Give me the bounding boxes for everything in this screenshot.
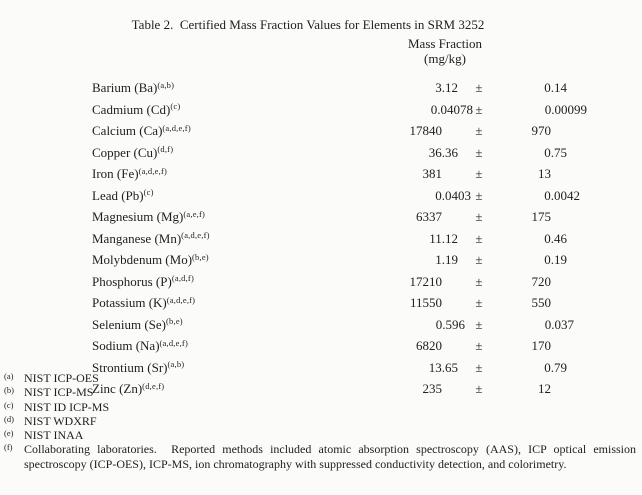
mass-fraction-value: 0.0403 xyxy=(435,187,471,203)
element-name-cell xyxy=(92,207,330,229)
table-body xyxy=(92,78,587,401)
element-name-cell xyxy=(92,143,330,165)
plus-minus-sign: ± xyxy=(475,80,483,95)
plus-minus-sign: ± xyxy=(475,295,483,310)
method-superscript: (a,d,e,f) xyxy=(162,122,191,133)
uncertainty-value: 720 xyxy=(531,273,551,289)
element-name: Iron (Fe) xyxy=(92,166,139,181)
plus-minus-sign: ± xyxy=(475,230,483,246)
footnote-marker: (f) xyxy=(4,442,13,453)
method-superscript: (c) xyxy=(170,101,181,111)
uncertainty-value: 0.14 xyxy=(544,80,567,95)
mass-fraction-value: 381 xyxy=(422,166,442,181)
uncertainty-value: 13 xyxy=(538,166,551,181)
table-row xyxy=(92,293,587,315)
footnote-marker: (c) xyxy=(4,399,14,410)
plus-minus-sign: ± xyxy=(475,359,483,375)
table-row xyxy=(92,229,587,251)
footnote-text: NIST INAA xyxy=(24,428,84,443)
mass-fraction-value: 1.19 xyxy=(435,252,458,267)
mass-fraction-value: 13.65 xyxy=(428,359,458,375)
footnote-e xyxy=(4,428,636,442)
element-name-cell xyxy=(92,336,330,358)
uncertainty-value: 550 xyxy=(531,295,551,310)
footnote-d xyxy=(4,414,636,428)
element-name-cell xyxy=(92,293,330,315)
plus-minus-sign: ± xyxy=(475,187,483,203)
footnote-marker: (b) xyxy=(4,385,14,396)
uncertainty-value: 0.46 xyxy=(544,230,567,246)
footnote-text: Collaborating laboratories. Reported methods included atomic absorption spectroscopy (AAS), ICP optical emission spectroscopy (ICP-OES), ICP-MS, ion chromatography with suppressed conductivity detection, and colorimetry. xyxy=(24,442,639,471)
element-name-cell xyxy=(92,121,330,143)
element-name-cell xyxy=(92,164,330,186)
table-row xyxy=(92,121,587,143)
mass-fraction-value: 0.596 xyxy=(435,316,465,332)
footnote-text: NIST ID ICP-MS xyxy=(24,399,110,414)
plus-minus-sign: ± xyxy=(475,273,483,289)
uncertainty-value: 970 xyxy=(531,123,551,138)
table-title: Table 2. Certified Mass Fraction Values for Elements in SRM 3252 xyxy=(131,17,485,32)
uncertainty-value: 175 xyxy=(531,209,551,224)
uncertainty-value: 0.75 xyxy=(544,144,567,160)
method-superscript: (c) xyxy=(143,187,154,197)
uncertainty-value: 0.00099 xyxy=(544,101,587,117)
footnotes-block xyxy=(4,371,639,471)
mass-fraction-value: 235 xyxy=(422,381,442,396)
certified-values-table xyxy=(92,78,587,401)
table-row xyxy=(92,100,587,122)
element-name: Potassium (K) xyxy=(92,295,167,310)
plus-minus-sign: ± xyxy=(475,144,483,160)
plus-minus-sign: ± xyxy=(475,316,483,332)
method-superscript: (a,b) xyxy=(167,359,185,369)
mass-fraction-value: 11.12 xyxy=(429,230,458,246)
uncertainty-value: 0.037 xyxy=(544,316,574,332)
element-name: Calcium (Ca) xyxy=(92,123,163,138)
method-superscript: (d,f) xyxy=(157,144,174,154)
element-name: Manganese (Mn) xyxy=(92,230,182,246)
element-name-cell xyxy=(92,100,330,122)
plus-minus-sign: ± xyxy=(475,166,483,181)
plus-minus-sign: ± xyxy=(475,209,483,224)
method-superscript: (d,e,f) xyxy=(142,380,165,391)
mass-fraction-value: 36.36 xyxy=(428,144,458,160)
element-name: Selenium (Se) xyxy=(92,316,167,332)
plus-minus-sign: ± xyxy=(475,101,483,117)
footnote-a xyxy=(4,371,636,385)
uncertainty-value: 0.79 xyxy=(544,359,567,375)
footnote-marker: (e) xyxy=(4,428,14,439)
method-superscript: (a,e,f) xyxy=(183,208,206,219)
plus-minus-sign: ± xyxy=(475,123,483,138)
plus-minus-sign: ± xyxy=(475,381,483,396)
mass-fraction-label: Mass Fraction xyxy=(407,36,483,51)
plus-minus-sign: ± xyxy=(475,338,483,353)
footnote-text: NIST ICP-OES xyxy=(24,371,99,385)
method-superscript: (b,e) xyxy=(192,251,209,262)
element-name: Zinc (Zn) xyxy=(92,381,143,396)
method-superscript: (a,d,e,f) xyxy=(138,165,168,176)
footnote-marker: (a) xyxy=(4,371,14,381)
uncertainty-value: 0.19 xyxy=(544,252,567,267)
element-name: Strontium (Sr) xyxy=(92,359,168,375)
footnote-c xyxy=(4,400,636,414)
element-name-cell xyxy=(92,78,330,100)
footnote-b xyxy=(4,385,636,399)
mass-fraction-value: 17840 xyxy=(409,123,442,138)
element-name: Copper (Cu) xyxy=(92,144,158,160)
element-name-cell xyxy=(92,229,330,251)
element-name: Magnesium (Mg) xyxy=(92,209,184,224)
mass-fraction-value: 3.12 xyxy=(435,80,458,95)
element-name: Molybdenum (Mo) xyxy=(92,252,193,267)
element-name-cell xyxy=(92,272,330,294)
units-label: (mg/kg) xyxy=(424,51,466,66)
footnote-text: NIST ICP-MS xyxy=(24,385,94,400)
table-row xyxy=(92,250,587,272)
mass-fraction-value: 6820 xyxy=(416,338,442,353)
table-row xyxy=(92,164,587,186)
plus-minus-sign: ± xyxy=(475,252,483,267)
method-superscript: (a,d,e,f) xyxy=(166,294,196,305)
uncertainty-value: 12 xyxy=(538,381,551,396)
method-superscript: (a,d,e,f) xyxy=(181,230,210,240)
element-name: Lead (Pb) xyxy=(92,187,144,203)
mass-fraction-value: 6337 xyxy=(416,209,442,224)
mass-fraction-value: 0.04078 xyxy=(430,101,473,117)
element-name: Phosphorus (P) xyxy=(92,273,172,289)
table-row xyxy=(92,207,587,229)
element-name: Cadmium (Cd) xyxy=(92,101,171,117)
table-row xyxy=(92,315,587,337)
method-superscript: (a,d,f) xyxy=(171,273,194,283)
method-superscript: (a,d,e,f) xyxy=(159,337,188,348)
table-row xyxy=(92,186,587,208)
table-row xyxy=(92,272,587,294)
element-name: Sodium (Na) xyxy=(92,338,160,353)
footnote-marker: (d) xyxy=(4,413,14,424)
footnote-text: NIST WDXRF xyxy=(24,413,97,428)
method-superscript: (a,b) xyxy=(157,79,175,90)
element-name-cell xyxy=(92,250,330,272)
table-row xyxy=(92,336,587,358)
footnote-f xyxy=(4,442,639,471)
element-name-cell xyxy=(92,186,330,208)
table-row xyxy=(92,78,587,100)
uncertainty-value: 0.0042 xyxy=(544,187,580,203)
mass-fraction-column-header xyxy=(381,36,509,66)
mass-fraction-value: 17210 xyxy=(409,273,442,289)
table-row xyxy=(92,143,587,165)
element-name: Barium (Ba) xyxy=(92,80,158,95)
uncertainty-value: 170 xyxy=(531,338,551,353)
mass-fraction-value: 11550 xyxy=(409,295,442,310)
method-superscript: (b,e) xyxy=(166,316,183,326)
element-name-cell xyxy=(92,315,330,337)
